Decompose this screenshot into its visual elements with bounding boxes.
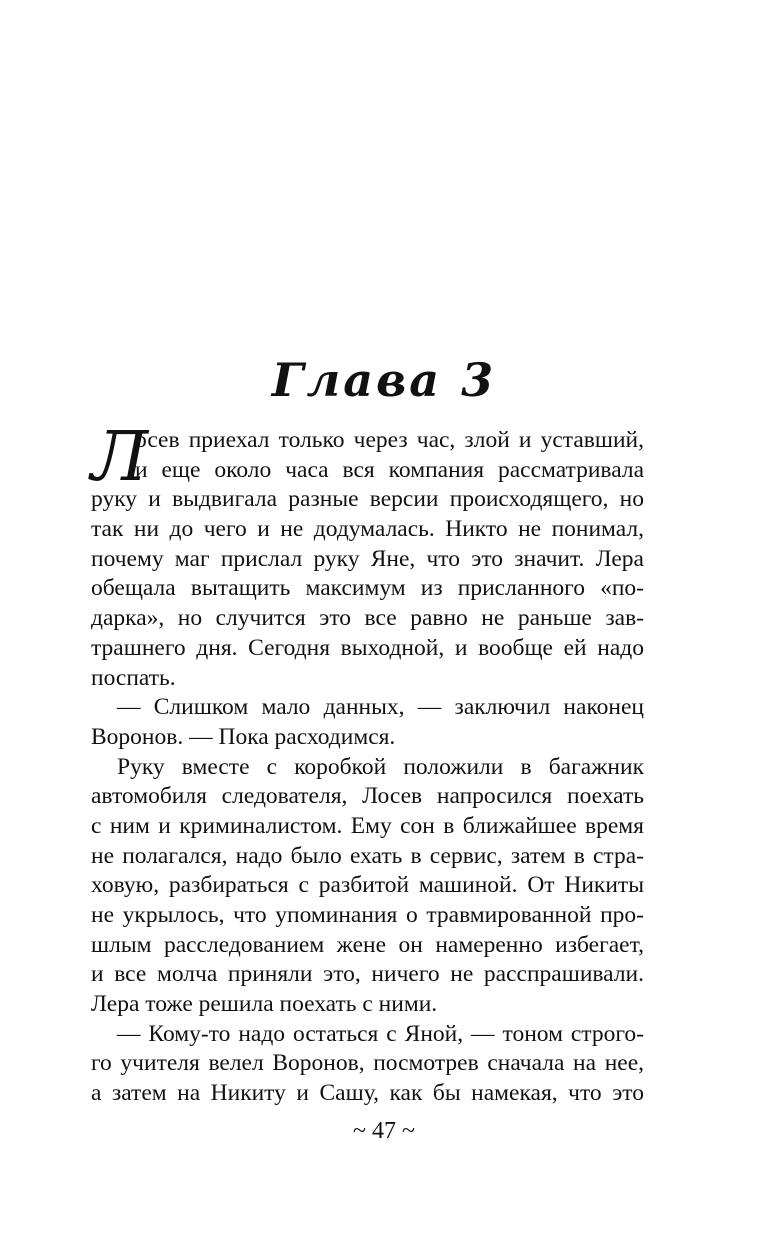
text-line: поспать. [91,664,176,691]
text-line: осев приехал только через час, злой и уставший, [135,427,644,453]
page-number: ~ 47 ~ [353,1118,415,1144]
text-line: ховую, разбираться с разбитой машиной. От Никиты [91,872,644,899]
text-line: а затем на Никиту и Сашу, как бы намекая, что это [91,1080,644,1107]
text-line: так ни до чего и не додумалась. Никто не понимал, [91,516,644,543]
text-line: шлым расследованием жене он намеренно избегает, [91,931,644,958]
text-line: Лера тоже решила поехать с ними. [91,991,438,1018]
text-line: Руку вместе с коробкой положили в багажник [117,753,644,780]
text-line: и все молча приняли это, ничего не расспрашивали. [91,961,644,988]
text-line: почему маг прислал руку Яне, что это значит. Лера [91,545,644,572]
drop-cap: Л [91,418,148,497]
text-line: — Слишком мало данных, — заключил наконец [117,694,644,721]
text-line: не полагался, надо было ехать в сервис, затем в стра- [91,842,644,869]
text-line: не укрылось, что упоминания о травмированной про- [91,902,644,928]
text-line: с ним и криминалистом. Ему сон в ближайшее время [91,812,644,839]
text-line: — Кому-то надо остаться с Яной, — тоном строго- [117,1020,644,1047]
text-line: трашнего дня. Сегодня выходной, и вообще ей надо [91,634,644,661]
text-line: автомобиля следователя, Лосев напросился поехать [91,783,644,810]
text-line: го учителя велел Воронов, посмотрев сначала на нее, [91,1050,644,1077]
body-text [91,418,644,1109]
text-line: дарка», но случится это все равно не раньше зав- [91,605,644,632]
text-line: и еще около часа вся компания рассматривала [135,456,644,483]
text-line: обещала вытащить максимум из присланного «по- [91,575,644,602]
text-line: руку и выдвигала разные версии происходящего, но [91,486,644,513]
text-line: Воронов. — Пока расходимся. [91,723,396,750]
chapter-title: Глава 3 [271,353,497,407]
